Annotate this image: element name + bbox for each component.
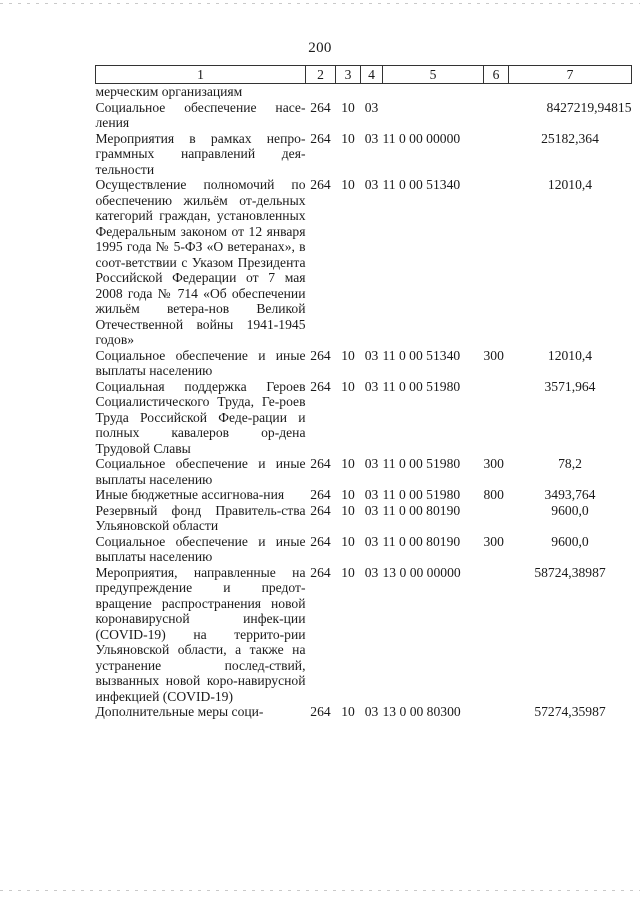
row-name: мерческим организациям xyxy=(95,84,243,99)
row-name: Дополнительные меры соци- xyxy=(95,704,264,719)
row-name: Мероприятия в рамках непро-граммных направлений дея-тельности xyxy=(95,130,306,177)
table-row xyxy=(96,704,632,720)
row-csr: 11 0 00 51340 xyxy=(382,177,461,192)
row-pr: 03 xyxy=(364,704,379,719)
table-row xyxy=(96,534,632,565)
row-name: Социальная поддержка Героев Социалистического Труда, Ге-роев Труда Российской Феде-рации и полных кавалеров ор-дена Трудовой Славы xyxy=(95,378,306,456)
row-grbs: 264 xyxy=(310,378,331,394)
table-header xyxy=(96,66,632,84)
row-vr xyxy=(484,100,509,131)
row-pr: 03 xyxy=(364,378,379,394)
header-col-3: 3 xyxy=(336,66,361,84)
row-name: Мероприятия, направленные на предупреждение и предот-вращение распространения новой коронавирусной инфек-ции (COVID-19) на террито-рии Ульяновской области, а также на устранение послед-ствий, вызванных новой коро-навирусной инфекцией (COVID-19) xyxy=(95,564,306,704)
header-col-7: 7 xyxy=(509,66,632,84)
row-grbs: 264 xyxy=(310,502,331,518)
row-vr xyxy=(484,503,509,534)
row-pr xyxy=(361,84,383,100)
row-grbs: 264 xyxy=(310,533,331,549)
row-csr: 11 0 00 51980 xyxy=(382,487,461,502)
row-csr: 13 0 00 00000 xyxy=(382,564,461,580)
row-grbs: 264 xyxy=(310,99,331,115)
table-body xyxy=(96,84,632,720)
row-amount: 9600,0 xyxy=(551,533,589,549)
row-csr: 11 0 00 00000 xyxy=(382,130,461,146)
table-row xyxy=(96,503,632,534)
row-rz: 10 xyxy=(341,378,355,394)
row-amount: 12010,4 xyxy=(547,347,593,363)
row-vr xyxy=(484,565,509,705)
row-grbs: 264 xyxy=(310,347,331,363)
row-csr: 11 0 00 51980 xyxy=(382,456,461,471)
row-rz: 10 xyxy=(341,130,355,146)
table-row xyxy=(96,100,632,131)
row-vr xyxy=(484,177,509,348)
row-pr: 03 xyxy=(364,502,379,518)
header-col-4: 4 xyxy=(361,66,383,84)
row-name: Резервный фонд Правитель-ства Ульяновской области xyxy=(95,502,306,533)
row-vr: 300 xyxy=(483,456,504,471)
row-name: Осуществление полномочий по обеспечению жильём от-дельных категорий граждан, установленных Федеральным законом от 12 января 1995 года № 5-ФЗ «О ветеранах», в соот-ветствии с Указом Президента Российской Федерации от 7 мая 2008 года № 714 «Об обеспечении жильём ветера-нов Великой Отечественной войны 1941-1945 годов» xyxy=(95,177,306,347)
table-row xyxy=(96,565,632,705)
row-rz: 10 xyxy=(341,347,355,363)
row-rz: 10 xyxy=(341,704,355,719)
row-pr: 03 xyxy=(364,564,379,580)
row-vr xyxy=(484,704,509,720)
row-amount: 78,2 xyxy=(558,456,582,471)
row-grbs: 264 xyxy=(310,487,331,502)
row-rz: 10 xyxy=(341,533,355,549)
row-rz xyxy=(336,84,361,100)
row-vr xyxy=(484,84,509,100)
row-amount: 9600,0 xyxy=(551,502,589,518)
row-vr xyxy=(484,131,509,178)
row-csr xyxy=(383,100,484,131)
row-name: Иные бюджетные ассигнова-ния xyxy=(95,487,285,502)
row-csr: 11 0 00 80190 xyxy=(382,533,461,549)
header-col-5: 5 xyxy=(383,66,484,84)
budget-table xyxy=(95,65,632,720)
row-grbs: 264 xyxy=(310,564,331,580)
header-row xyxy=(96,66,632,84)
page-number: 200 xyxy=(308,40,332,56)
scan-edge-top xyxy=(0,3,640,4)
row-pr: 03 xyxy=(364,487,379,502)
row-pr: 03 xyxy=(364,456,379,471)
row-name: Социальное обеспечение и иные выплаты населению xyxy=(95,347,306,378)
row-grbs: 264 xyxy=(310,456,331,471)
row-rz: 10 xyxy=(341,564,355,580)
row-amount: 3493,764 xyxy=(544,487,596,502)
row-rz: 10 xyxy=(341,456,355,471)
row-vr xyxy=(484,379,509,457)
row-amount: 25182,364 xyxy=(541,130,599,146)
row-pr: 03 xyxy=(364,130,379,146)
row-amount: 12010,4 xyxy=(547,177,593,192)
row-amount: 8427219,94815 xyxy=(546,99,632,115)
row-name: Социальное обеспечение и иные выплаты населению xyxy=(95,456,306,487)
scan-edge-bottom xyxy=(0,890,640,891)
row-vr: 800 xyxy=(483,487,504,502)
table-row xyxy=(96,379,632,457)
row-csr xyxy=(383,84,484,100)
row-pr: 03 xyxy=(364,533,379,549)
row-csr: 11 0 00 51340 xyxy=(382,347,461,363)
table-row xyxy=(96,456,632,487)
row-pr: 03 xyxy=(364,347,379,363)
row-rz: 10 xyxy=(341,177,355,192)
row-amount xyxy=(509,84,632,100)
table-row xyxy=(96,487,632,503)
row-amount: 57274,35987 xyxy=(534,704,606,719)
table-row xyxy=(96,348,632,379)
row-pr: 03 xyxy=(364,177,379,192)
row-amount: 58724,38987 xyxy=(534,564,606,580)
row-grbs: 264 xyxy=(310,177,331,192)
row-vr: 300 xyxy=(483,347,504,363)
row-grbs xyxy=(306,84,336,100)
row-vr: 300 xyxy=(483,533,504,549)
table-row xyxy=(96,131,632,178)
row-csr: 11 0 00 80190 xyxy=(382,502,461,518)
row-pr: 03 xyxy=(364,99,379,115)
row-csr: 11 0 00 51980 xyxy=(382,378,461,394)
table-row xyxy=(96,84,632,100)
header-col-1: 1 xyxy=(96,66,306,84)
row-amount: 3571,964 xyxy=(544,378,596,394)
row-csr: 13 0 00 80300 xyxy=(382,704,461,719)
row-rz: 10 xyxy=(341,99,355,115)
header-col-2: 2 xyxy=(306,66,336,84)
row-name: Социальное обеспечение и иные выплаты населению xyxy=(95,533,306,564)
row-name: Социальное обеспечение насе-ления xyxy=(95,99,306,130)
row-grbs: 264 xyxy=(310,130,331,146)
row-rz: 10 xyxy=(341,487,355,502)
header-col-6: 6 xyxy=(484,66,509,84)
row-grbs: 264 xyxy=(310,704,331,719)
row-rz: 10 xyxy=(341,502,355,518)
table-row xyxy=(96,177,632,348)
